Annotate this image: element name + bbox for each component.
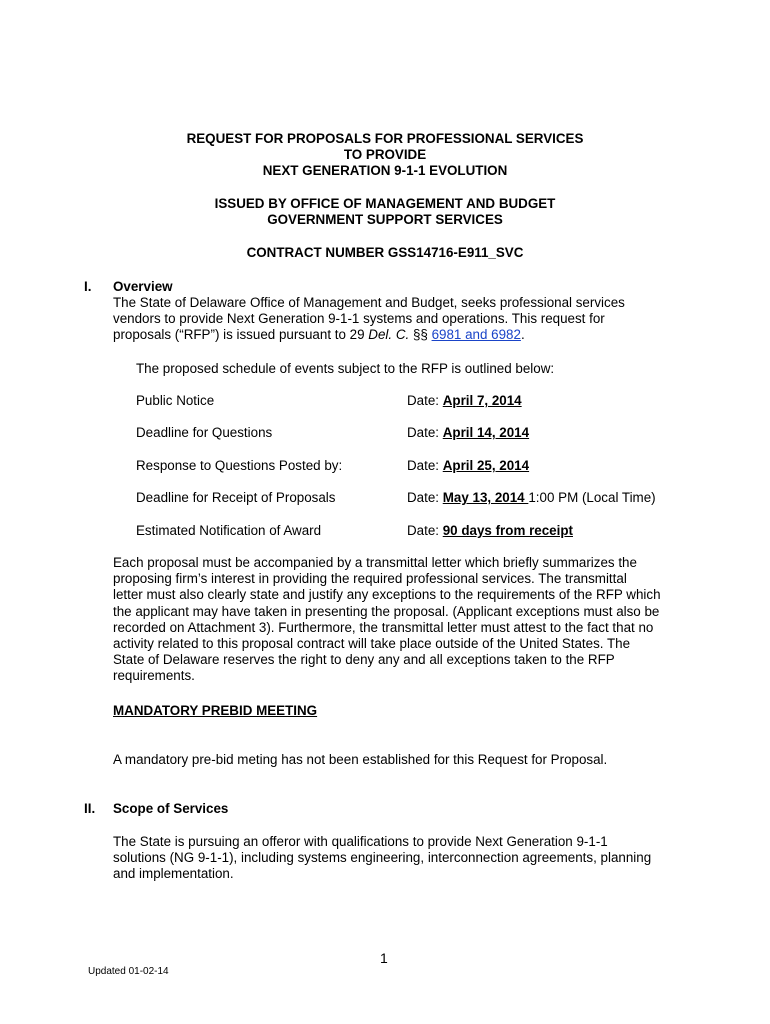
transmittal-line: activity related to this proposal contract will take place outside of the United States. The bbox=[113, 636, 631, 652]
schedule-event: Deadline for Receipt of Proposals bbox=[136, 490, 336, 505]
scope-paragraph bbox=[113, 834, 673, 883]
title-line-2: TO PROVIDE bbox=[343, 147, 427, 162]
schedule-date bbox=[407, 393, 522, 408]
schedule-date bbox=[407, 490, 656, 505]
date-suffix: 1:00 PM (Local Time) bbox=[528, 490, 656, 505]
date-prefix: Date: bbox=[407, 490, 443, 505]
overview-line-3-mid: §§ bbox=[409, 327, 432, 343]
date-value: April 7, 2014 bbox=[442, 393, 522, 408]
issued-by-line-2: GOVERNMENT SUPPORT SERVICES bbox=[267, 212, 503, 227]
transmittal-line: the applicant may have taken in presenting the proposal. (Applicant exceptions must also be bbox=[113, 603, 660, 619]
transmittal-line: recorded on Attachment 3). Furthermore, the transmittal letter must attest to the fact that no bbox=[113, 619, 654, 635]
section-2-heading: Scope of Services bbox=[113, 801, 229, 816]
scope-line: and implementation. bbox=[113, 866, 234, 882]
overview-line-3 bbox=[113, 327, 673, 343]
transmittal-paragraph bbox=[113, 555, 673, 685]
transmittal-line: proposing firm’s interest in providing the required professional services. The transmittal bbox=[113, 571, 627, 587]
date-prefix: Date: bbox=[407, 393, 443, 408]
overview-line-2: vendors to provide Next Generation 9-1-1 systems and operations. This request for bbox=[113, 311, 605, 327]
transmittal-line: letter must also clearly state and justify any exceptions to the requirements of the RFP which bbox=[113, 587, 661, 603]
title-line-3: NEXT GENERATION 9-1-1 EVOLUTION bbox=[262, 163, 508, 178]
page-number: 1 bbox=[380, 950, 388, 966]
updated-date: Updated 01-02-14 bbox=[88, 966, 169, 977]
overview-paragraph bbox=[113, 295, 673, 344]
issued-by-line-1: ISSUED BY OFFICE OF MANAGEMENT AND BUDGET bbox=[214, 196, 556, 211]
schedule-event: Deadline for Questions bbox=[136, 425, 273, 440]
section-2-numeral: II. bbox=[84, 801, 96, 816]
overview-line-3-pre: proposals (“RFP”) is issued pursuant to 29 bbox=[113, 327, 369, 343]
schedule-date bbox=[407, 458, 529, 473]
statute-link[interactable]: 6981 and 6982 bbox=[431, 327, 521, 343]
title-line-1: REQUEST FOR PROPOSALS FOR PROFESSIONAL SERVICES bbox=[186, 131, 584, 146]
schedule-event: Response to Questions Posted by: bbox=[136, 458, 343, 473]
schedule-event: Public Notice bbox=[136, 393, 215, 408]
transmittal-line: requirements. bbox=[113, 668, 195, 684]
transmittal-line: State of Delaware reserves the right to deny any and all exceptions taken to the RFP bbox=[113, 652, 615, 668]
date-prefix: Date: bbox=[407, 458, 443, 473]
scope-line: The State is pursuing an offeror with qualifications to provide Next Generation 9-1-1 bbox=[113, 834, 608, 849]
schedule-intro: The proposed schedule of events subject to the RFP is outlined below: bbox=[136, 361, 555, 376]
schedule-date bbox=[407, 523, 573, 538]
contract-number: CONTRACT NUMBER GSS14716-E911_SVC bbox=[246, 245, 524, 260]
date-prefix: Date: bbox=[407, 523, 443, 538]
date-value: 90 days from receipt bbox=[442, 523, 573, 538]
date-value: April 14, 2014 bbox=[442, 425, 530, 440]
date-value: April 25, 2014 bbox=[442, 458, 530, 473]
del-c-citation: Del. C. bbox=[368, 327, 410, 343]
date-value: May 13, 2014 bbox=[442, 490, 529, 505]
prebid-heading: MANDATORY PREBID MEETING bbox=[113, 703, 318, 718]
schedule-date bbox=[407, 425, 529, 440]
overview-line-3-post: . bbox=[520, 327, 525, 343]
schedule-event: Estimated Notification of Award bbox=[136, 523, 322, 538]
scope-line: solutions (NG 9-1-1), including systems engineering, interconnection agreements, planning bbox=[113, 850, 652, 866]
date-prefix: Date: bbox=[407, 425, 443, 440]
overview-line-1: The State of Delaware Office of Management and Budget, seeks professional services bbox=[113, 295, 625, 310]
transmittal-line: Each proposal must be accompanied by a transmittal letter which briefly summarizes the bbox=[113, 555, 637, 570]
prebid-text: A mandatory pre-bid meting has not been established for this Request for Proposal. bbox=[113, 752, 608, 767]
section-1-numeral: I. bbox=[84, 279, 92, 294]
section-1-heading: Overview bbox=[113, 279, 173, 294]
